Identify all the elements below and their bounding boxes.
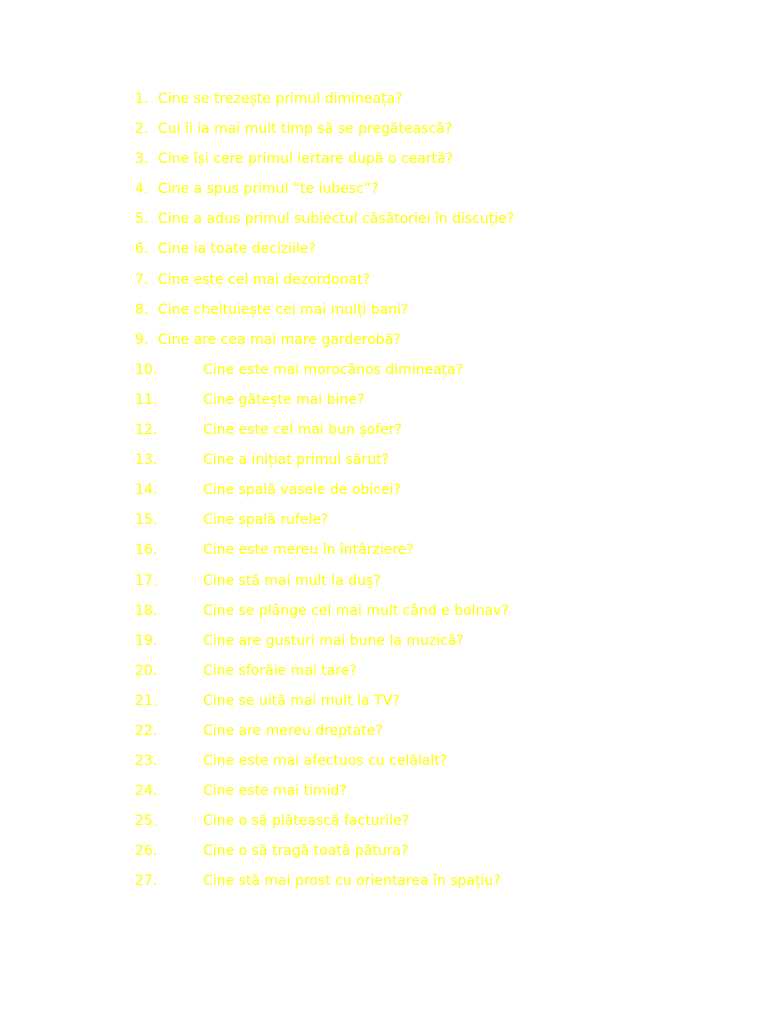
question-number: 21.	[135, 692, 158, 709]
question-text: Cine o să tragă toată pătura?	[203, 843, 409, 860]
list-item	[0, 656, 768, 686]
question-text: Cine a adus primul subiectul căsătoriei în discuție?	[158, 211, 515, 228]
list-item	[0, 566, 768, 596]
list-item	[0, 385, 768, 415]
question-text: Cine se plânge cel mai mult când e bolnav?	[203, 602, 509, 619]
question-number: 26.	[135, 843, 158, 860]
question-number: 6.	[135, 241, 149, 258]
question-number: 17.	[135, 572, 158, 589]
question-number: 12.	[135, 422, 158, 439]
question-number: 10.	[135, 361, 158, 378]
question-number: 1.	[135, 91, 149, 107]
question-text: Cine este cel mai bun șofer?	[203, 422, 402, 439]
question-number: 23.	[135, 753, 158, 770]
question-number: 7.	[135, 271, 149, 288]
list-item	[0, 626, 768, 656]
question-text: Cine este mai timid?	[203, 783, 347, 800]
list-item	[0, 355, 768, 385]
question-number: 4.	[135, 181, 149, 198]
question-text: Cine se trezește primul dimineața?	[158, 91, 403, 107]
question-text: Cine este mai afectuos cu celălalt?	[203, 753, 448, 770]
question-number: 5.	[135, 211, 149, 228]
question-text: Cine ia toate deciziile?	[158, 241, 316, 258]
question-number: 22.	[135, 722, 158, 739]
list-item	[0, 445, 768, 475]
question-text: Cine are mereu dreptate?	[203, 722, 383, 739]
question-number: 19.	[135, 632, 158, 649]
list-item	[0, 475, 768, 505]
question-number: 14.	[135, 482, 158, 499]
question-text: Cine a spus primul “te iubesc”?	[158, 181, 379, 198]
list-item	[0, 776, 768, 806]
question-number: 27.	[135, 873, 158, 890]
list-item	[0, 746, 768, 776]
list-item	[0, 265, 768, 295]
question-number: 25.	[135, 813, 158, 830]
list-item	[0, 836, 768, 866]
question-list	[0, 84, 768, 897]
question-number: 2.	[135, 121, 149, 138]
question-number: 15.	[135, 512, 158, 529]
question-text: Cine este mai morocănos dimineața?	[203, 361, 464, 378]
question-text: Cine spală vasele de obicei?	[203, 482, 401, 499]
question-number: 16.	[135, 542, 158, 559]
list-item	[0, 716, 768, 746]
question-text: Cine este mereu în întârziere?	[203, 542, 414, 559]
list-item	[0, 866, 768, 896]
question-number: 24.	[135, 783, 158, 800]
list-item	[0, 204, 768, 234]
question-text: Cine gătește mai bine?	[203, 391, 365, 408]
list-item	[0, 686, 768, 716]
question-number: 8.	[135, 301, 149, 318]
question-text: Cine stă mai prost cu orientarea în spațiu?	[203, 873, 501, 890]
question-text: Cine are cea mai mare garderobă?	[158, 331, 401, 348]
question-text: Cine se uită mai mult la TV?	[203, 692, 400, 709]
question-number: 9.	[135, 331, 149, 348]
question-number: 13.	[135, 452, 158, 469]
list-item	[0, 114, 768, 144]
question-number: 18.	[135, 602, 158, 619]
list-item	[0, 174, 768, 204]
question-text: Cine este cel mai dezordonat?	[158, 271, 371, 288]
question-text: Cine stă mai mult la duș?	[203, 572, 381, 589]
question-text: Cine cheltuiește cei mai mulți bani?	[158, 301, 409, 318]
question-text: Cine are gusturi mai bune la muzică?	[203, 632, 464, 649]
list-item	[0, 325, 768, 355]
list-item	[0, 505, 768, 535]
list-item	[0, 415, 768, 445]
question-number: 11.	[135, 391, 158, 408]
list-item	[0, 144, 768, 174]
list-item	[0, 295, 768, 325]
question-number: 3.	[135, 151, 149, 168]
list-item	[0, 84, 768, 114]
question-text: Cine a inițiat primul sărut?	[203, 452, 389, 469]
list-item	[0, 596, 768, 626]
question-text: Cine își cere primul iertare după o ceartă?	[158, 151, 454, 168]
question-text: Cine spală rufele?	[203, 512, 329, 529]
question-text: Cui îi ia mai mult timp să se pregătească?	[158, 121, 453, 138]
list-item	[0, 806, 768, 836]
list-item	[0, 535, 768, 565]
question-text: Cine o să plătească facturile?	[203, 813, 410, 830]
question-text: Cine sforăie mai tare?	[203, 662, 357, 679]
question-number: 20.	[135, 662, 158, 679]
list-item	[0, 234, 768, 264]
